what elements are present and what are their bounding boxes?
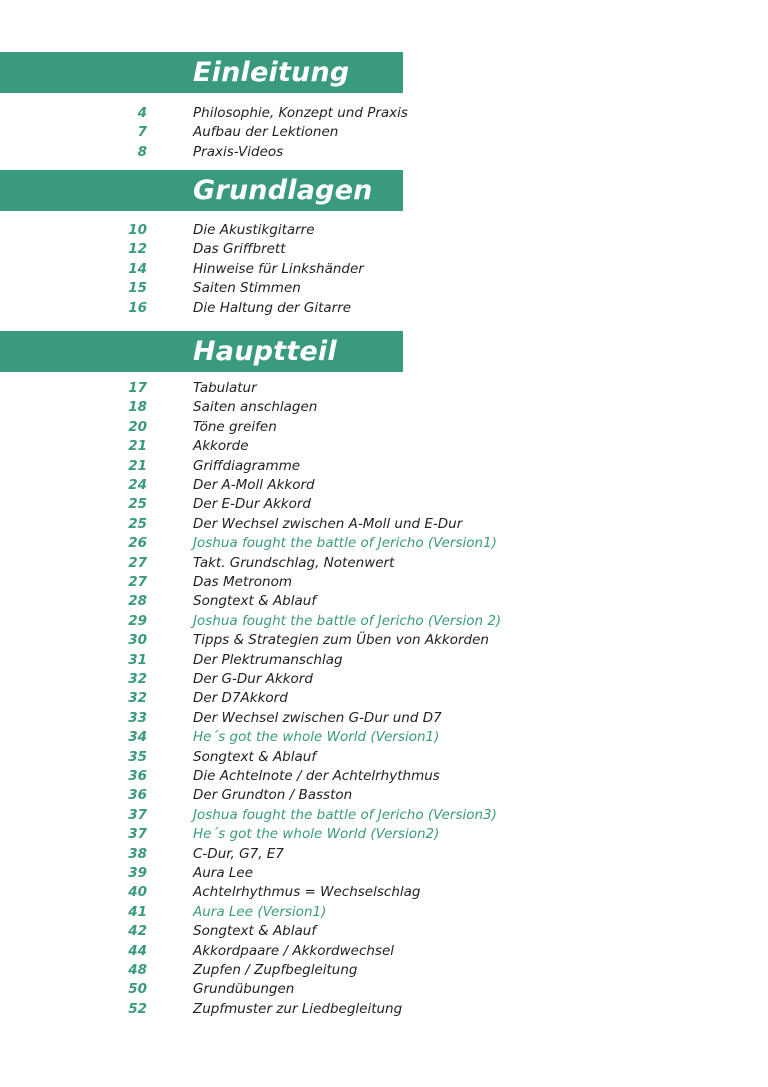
entry-title: Takt. Grundschlag, Notenwert	[193, 554, 395, 571]
page-number: 16	[128, 299, 147, 316]
song-title: Aura Lee (Version1)	[193, 903, 327, 920]
toc-entry	[0, 457, 768, 477]
entry-title: Die Achtelnote / der Achtelrhythmus	[193, 768, 440, 784]
page-number: 44	[128, 942, 147, 959]
song-title: Joshua fought the battle of Jericho (Version 2)	[193, 612, 502, 629]
section-header-band	[0, 331, 403, 372]
toc-entry	[0, 221, 768, 241]
page-number: 25	[128, 496, 147, 513]
page-number: 34	[128, 729, 147, 746]
toc-entry	[0, 980, 768, 1000]
toc-entry	[0, 922, 768, 942]
toc-entry	[0, 279, 768, 299]
page-number: 15	[128, 280, 147, 297]
section-header-band	[0, 170, 403, 211]
entry-title: Der Plektrumanschlag	[193, 651, 343, 668]
page-number: 14	[128, 260, 147, 277]
page-number: 7	[137, 124, 147, 141]
entry-title: Tipps & Strategien zum Üben von Akkorden	[193, 632, 489, 649]
page-number: 21	[128, 457, 147, 474]
toc-entry	[0, 260, 768, 280]
section-title: Hauptteil	[193, 336, 337, 367]
entry-title: Hinweise für Linkshänder	[193, 260, 364, 277]
section-header-band	[0, 52, 403, 93]
entry-title: Zupfen / Zupfbegleitung	[193, 962, 358, 978]
toc-entry	[0, 864, 768, 884]
page-number: 10	[128, 222, 147, 238]
entry-title: Das Metronom	[193, 574, 293, 590]
section-title: Einleitung	[193, 57, 350, 88]
toc-entry	[0, 631, 768, 651]
entry-title: Das Griffbrett	[193, 241, 286, 258]
toc-entry	[0, 240, 768, 260]
entry-title: Grundübungen	[193, 981, 295, 998]
page-number: 28	[128, 593, 147, 610]
page-number: 41	[128, 903, 147, 920]
section-title: Grundlagen	[193, 175, 373, 206]
toc-entry	[0, 573, 768, 593]
page-number: 37	[128, 826, 147, 843]
page-number: 52	[128, 1000, 147, 1017]
toc-entry	[0, 534, 768, 554]
entry-title: Akkorde	[193, 438, 249, 455]
page-number: 32	[128, 690, 147, 707]
page-number: 17	[128, 380, 147, 396]
entry-title: Praxis-Videos	[193, 143, 284, 160]
toc-entry	[0, 728, 768, 748]
entry-title: Der G-Dur Akkord	[193, 671, 313, 687]
toc-entry	[0, 961, 768, 981]
toc-entry	[0, 825, 768, 845]
toc-entry	[0, 1000, 768, 1020]
page-number: 48	[128, 962, 147, 978]
page-number: 31	[128, 651, 147, 668]
entry-title: Der E-Dur Akkord	[193, 496, 311, 513]
entry-title: Der D7Akkord	[193, 690, 288, 707]
entry-title: Der Grundton / Basston	[193, 787, 353, 804]
page-number: 35	[128, 748, 147, 765]
entry-title: Songtext & Ablauf	[193, 593, 317, 610]
toc-entry	[0, 476, 768, 496]
toc-entry	[0, 299, 768, 319]
page-number: 39	[128, 865, 147, 881]
toc-entry	[0, 748, 768, 768]
toc-entry	[0, 104, 768, 124]
page-number: 36	[128, 787, 147, 804]
toc-entry	[0, 418, 768, 438]
page-number: 18	[128, 399, 147, 416]
page-number: 36	[128, 768, 147, 784]
page-number: 50	[128, 981, 147, 998]
page-number: 26	[128, 535, 147, 552]
toc-entry	[0, 903, 768, 923]
toc-entry	[0, 670, 768, 690]
entry-title: Songtext & Ablauf	[193, 748, 317, 765]
page-number: 40	[128, 884, 147, 901]
entry-title: Der Wechsel zwischen A-Moll und E-Dur	[193, 515, 463, 532]
page-number: 27	[128, 554, 147, 571]
toc-entry	[0, 612, 768, 632]
page-number: 30	[128, 632, 147, 649]
toc-entry	[0, 143, 768, 163]
entry-title: Achtelrhythmus = Wechselschlag	[193, 884, 421, 901]
song-title: He´s got the whole World (Version2)	[193, 826, 440, 843]
toc-entry	[0, 554, 768, 574]
song-title: Joshua fought the battle of Jericho (Version1)	[193, 535, 497, 552]
page-number: 37	[128, 806, 147, 823]
entry-title: Aufbau der Lektionen	[193, 124, 339, 141]
toc-entry	[0, 767, 768, 787]
toc-entry	[0, 689, 768, 709]
page-number: 20	[128, 418, 147, 435]
toc-entry	[0, 398, 768, 418]
toc-entry	[0, 651, 768, 671]
song-title: He´s got the whole World (Version1)	[193, 729, 440, 746]
page-number: 29	[128, 612, 147, 629]
page-number: 42	[128, 923, 147, 940]
toc-entry	[0, 379, 768, 399]
entry-title: Griffdiagramme	[193, 457, 301, 474]
toc-entry	[0, 592, 768, 612]
toc-entry	[0, 942, 768, 962]
entry-title: Die Haltung der Gitarre	[193, 299, 352, 316]
toc-entry	[0, 845, 768, 865]
entry-title: Tabulatur	[193, 380, 257, 396]
entry-title: Zupfmuster zur Liedbegleitung	[193, 1000, 403, 1017]
page-number: 24	[128, 477, 147, 493]
entry-title: Der A-Moll Akkord	[193, 477, 315, 493]
page-number: 27	[128, 574, 147, 590]
entry-title: Aura Lee	[193, 865, 254, 881]
entry-title: Akkordpaare / Akkordwechsel	[193, 942, 395, 959]
page-number: 25	[128, 515, 147, 532]
entry-title: Die Akustikgitarre	[193, 222, 315, 238]
toc-entry	[0, 786, 768, 806]
entry-title: C-Dur, G7, E7	[193, 845, 284, 862]
toc-entry	[0, 437, 768, 457]
page-number: 33	[128, 709, 147, 726]
toc-entry	[0, 806, 768, 826]
entry-title: Philosophie, Konzept und Praxis	[193, 105, 408, 121]
toc-entry	[0, 709, 768, 729]
toc-entry	[0, 495, 768, 515]
toc-entry	[0, 515, 768, 535]
toc-entry	[0, 123, 768, 143]
page-number: 8	[137, 143, 147, 160]
entry-title: Songtext & Ablauf	[193, 923, 317, 940]
page-number: 12	[128, 241, 147, 258]
entry-title: Der Wechsel zwischen G-Dur und D7	[193, 709, 442, 726]
song-title: Joshua fought the battle of Jericho (Version3)	[193, 806, 497, 823]
entry-title: Saiten Stimmen	[193, 280, 301, 297]
entry-title: Saiten anschlagen	[193, 399, 318, 416]
entry-title: Töne greifen	[193, 418, 277, 435]
page-number: 21	[128, 438, 147, 455]
toc-entry	[0, 883, 768, 903]
page-number: 38	[128, 845, 147, 862]
page-number: 32	[128, 671, 147, 687]
page-number: 4	[137, 105, 147, 121]
